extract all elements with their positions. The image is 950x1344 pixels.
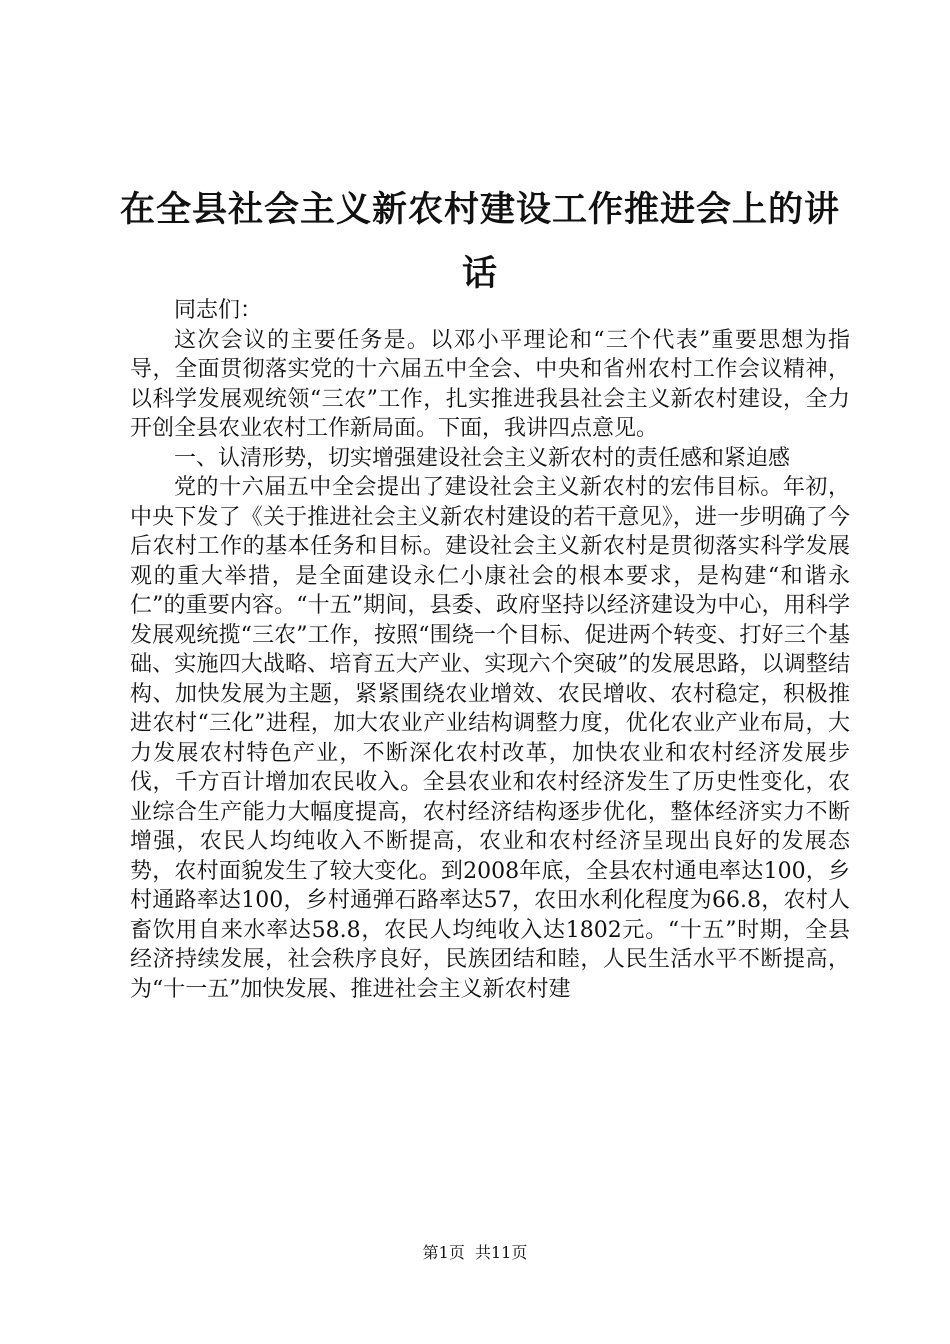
section-heading-1: 一、认清形势，切实增强建设社会主义新农村的责任感和紧迫感 (174, 445, 791, 471)
document-body (130, 296, 850, 1004)
salutation-paragraph: 同志们： (174, 298, 263, 323)
intro-paragraph: 这次会议的主要任务是。以邓小平理论和“三个代表”重要思想为指导，全面贯彻落实党的十六届五中全会、中央和省州农村工作会议精神，以科学发展观统领“三农”工作，扎实推进我县社会主义新农村建设，全力开创全县农业农村工作新局面。下面，我讲四点意见。 (130, 327, 850, 441)
document-title: 在全县社会主义新农村建设工作推进会上的讲话 (119, 189, 840, 294)
page-footer: 第1页 共11页 (422, 1243, 528, 1262)
body-paragraph: 党的十六届五中全会提出了建设社会主义新农村的宏伟目标。年初，中央下发了《关于推进社会主义新农村建设的若干意见》，进一步明确了今后农村工作的基本任务和目标。建设社会主义新农村是贯彻落实科学发展观的重大举措，是全面建设永仁小康社会的根本要求，是构建“和谐永仁”的重要内容。“十五”期间，县委、政府坚持以经济建设为中心，用科学发展观统揽“三农”工作，按照“围绕一个目标、促进两个转变、打好三个基础、实施四大战略、培育五大产业、实现六个突破”的发展思路，以调整结构、加快发展为主题，紧紧围绕农业增效、农民增收、农村稳定，积极推进农村“三化”进程，加大农业产业结构调整力度，优化农业产业布局，大力发展农村特色产业，不断深化农村改革，加快农业和农村经济发展步伐，千方百计增加农民收入。全县农业和农村经济发生了历史性变化，农业综合生产能力大幅度提高，农村经济结构逐步优化，整体经济实力不断增强，农民人均纯收入不断提高，农业和农村经济呈现出良好的发展态势，农村面貌发生了较大变化。到2008年底，全县农村通电率达100，乡村通路率达100，乡村通弹石路率达57，农田水利化程度为66.8，农村人畜饮用自来水率达58.8，农民人均纯收入达1802元。“十五”时期，全县经济持续发展，社会秩序良好，民族团结和睦，人民生活水平不断提高，为“十一五”加快发展、推进社会主义新农村建 (130, 475, 850, 1002)
